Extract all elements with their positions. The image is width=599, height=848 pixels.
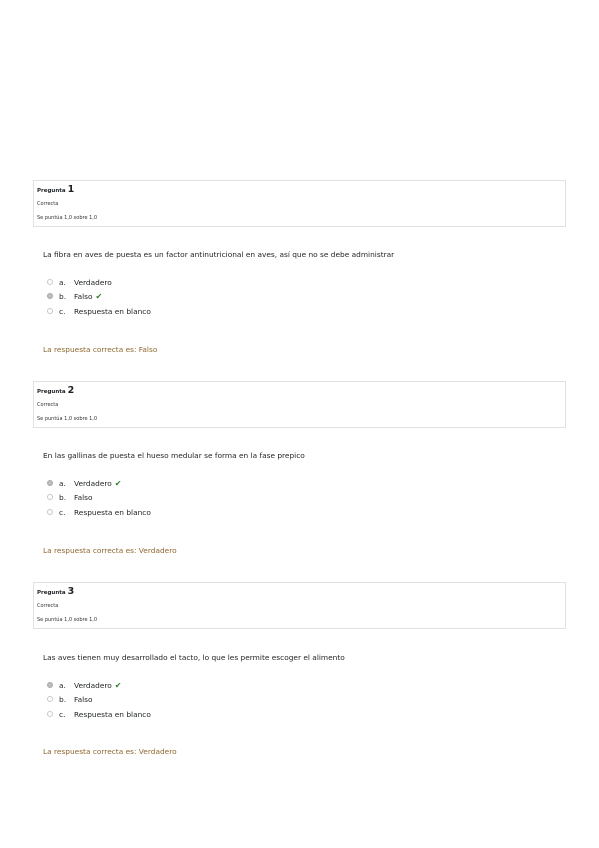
option-label: Verdadero	[74, 277, 112, 287]
radio-button[interactable]	[47, 711, 53, 717]
question-1-feedback: La respuesta correcta es: Falso	[43, 345, 158, 354]
option-label: Respuesta en blanco	[74, 306, 151, 316]
question-3-option-c[interactable]	[47, 709, 151, 719]
question-1-info	[33, 180, 566, 227]
question-number: 1	[67, 184, 75, 195]
question-label: Pregunta	[37, 389, 66, 395]
option-label: Respuesta en blanco	[74, 507, 151, 517]
option-letter: a.	[59, 680, 66, 690]
question-2-option-a[interactable]	[47, 478, 122, 488]
question-1-option-c[interactable]	[47, 306, 151, 316]
question-number: 3	[67, 586, 75, 597]
option-label: Respuesta en blanco	[74, 709, 151, 719]
radio-button[interactable]	[47, 494, 53, 500]
question-3-feedback: La respuesta correcta es: Verdadero	[43, 747, 177, 756]
option-letter: a.	[59, 478, 66, 488]
question-1-grade: Se puntúa 1,0 sobre 1,0	[37, 215, 98, 221]
question-3-option-a[interactable]	[47, 680, 122, 690]
question-1-title	[37, 184, 74, 195]
question-3-grade: Se puntúa 1,0 sobre 1,0	[37, 617, 98, 623]
option-label: Falso	[74, 291, 93, 301]
question-3-text: Las aves tienen muy desarrollado el tacto, lo que les permite escoger el alimento	[43, 653, 345, 662]
option-letter: b.	[59, 694, 67, 704]
radio-button[interactable]	[47, 509, 53, 515]
option-letter: c.	[59, 709, 66, 719]
question-3-info	[33, 582, 566, 629]
question-3-title	[37, 586, 74, 597]
option-letter: b.	[59, 291, 67, 301]
question-2-text: En las gallinas de puesta el hueso medular se forma en la fase prepico	[43, 451, 305, 460]
radio-button[interactable]	[47, 308, 53, 314]
question-2-option-b[interactable]	[47, 492, 93, 502]
radio-button[interactable]	[47, 696, 53, 702]
check-icon: ✔	[95, 291, 103, 301]
option-letter: c.	[59, 507, 66, 517]
question-1-option-b[interactable]	[47, 291, 102, 301]
option-label: Falso	[74, 492, 93, 502]
question-1-option-a[interactable]	[47, 277, 112, 287]
option-letter: a.	[59, 277, 66, 287]
option-letter: b.	[59, 492, 67, 502]
question-number: 2	[67, 385, 75, 396]
question-2-feedback: La respuesta correcta es: Verdadero	[43, 546, 177, 555]
question-3-option-b[interactable]	[47, 694, 93, 704]
question-1-state: Correcta	[37, 201, 59, 207]
radio-button[interactable]	[47, 279, 53, 285]
question-1-text: La fibra en aves de puesta es un factor antinutricional en aves, así que no se debe administrar	[43, 250, 395, 259]
option-label: Verdadero	[74, 680, 112, 690]
option-label: Falso	[74, 694, 93, 704]
radio-button-selected[interactable]	[47, 293, 53, 299]
question-2-info	[33, 381, 566, 428]
option-label: Verdadero	[74, 478, 112, 488]
check-icon: ✔	[114, 680, 122, 690]
radio-button-selected[interactable]	[47, 682, 53, 688]
question-label: Pregunta	[37, 590, 66, 596]
question-3-state: Correcta	[37, 603, 59, 609]
question-2-state: Correcta	[37, 402, 59, 408]
radio-button-selected[interactable]	[47, 480, 53, 486]
question-2-option-c[interactable]	[47, 507, 151, 517]
question-2-grade: Se puntúa 1,0 sobre 1,0	[37, 416, 98, 422]
option-letter: c.	[59, 306, 66, 316]
check-icon: ✔	[114, 478, 122, 488]
question-label: Pregunta	[37, 188, 66, 194]
question-2-title	[37, 385, 74, 396]
